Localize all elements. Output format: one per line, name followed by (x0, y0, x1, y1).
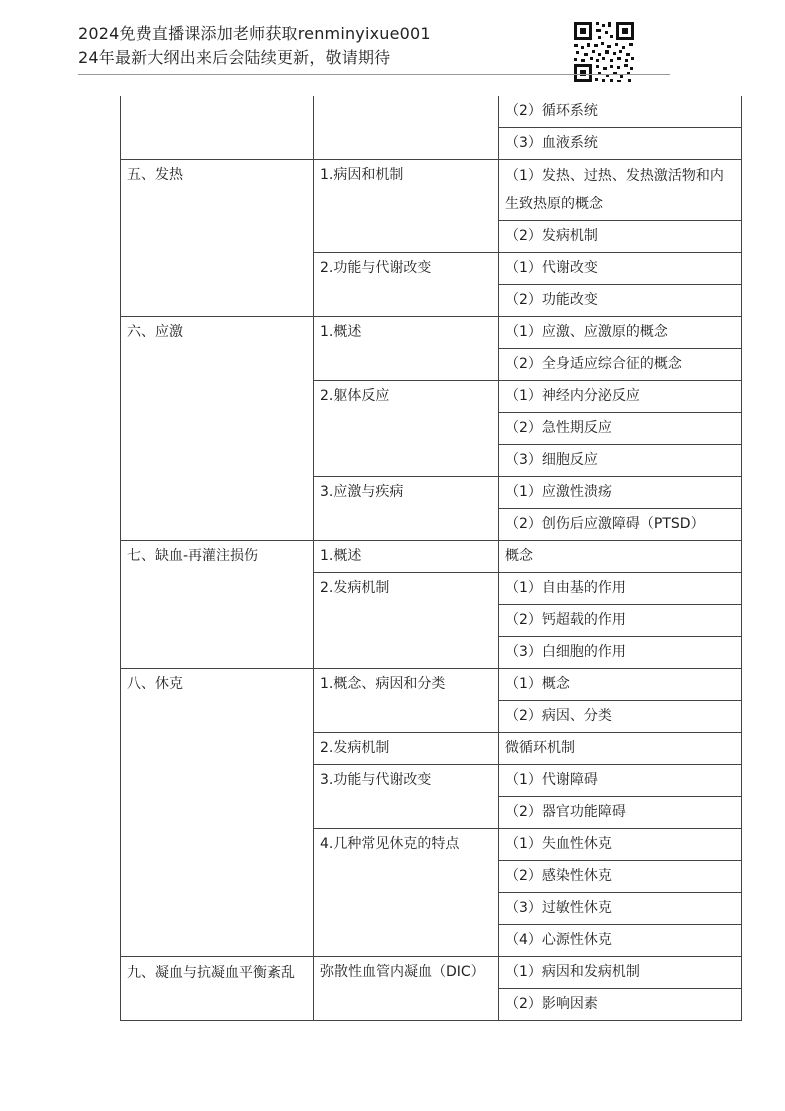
item-cell: （4）心源性休克 (499, 925, 742, 957)
item-cell: （2）钙超载的作用 (499, 605, 742, 637)
item-cell: （2）全身适应综合征的概念 (499, 349, 742, 381)
table-row (121, 541, 742, 573)
item-cell: （1）神经内分泌反应 (499, 381, 742, 413)
section-cell: 1.病因和机制 (314, 160, 499, 253)
section-cell: 3.功能与代谢改变 (314, 765, 499, 829)
page-header (78, 18, 678, 78)
table-row (121, 317, 742, 349)
chapter-cell: 七、缺血-再灌注损伤 (121, 541, 314, 669)
item-cell: 概念 (499, 541, 742, 573)
header-divider (78, 74, 670, 75)
item-cell: （2）影响因素 (499, 989, 742, 1021)
header-promo-line: 2024免费直播课添加老师获取renminyixue001 (78, 24, 431, 43)
item-cell: （3）过敏性休克 (499, 893, 742, 925)
table-row (121, 96, 742, 128)
section-cell (314, 96, 499, 160)
chapter-cell: 六、应激 (121, 317, 314, 541)
section-cell: 1.概念、病因和分类 (314, 669, 499, 733)
item-cell: （1）自由基的作用 (499, 573, 742, 605)
section-cell: 2.功能与代谢改变 (314, 253, 499, 317)
item-cell: （2）功能改变 (499, 285, 742, 317)
item-cell: 微循环机制 (499, 733, 742, 765)
item-cell: （2）循环系统 (499, 96, 742, 128)
section-cell: 2.发病机制 (314, 733, 499, 765)
syllabus-table (120, 96, 742, 1021)
section-cell: 3.应激与疾病 (314, 477, 499, 541)
item-cell: （1）应激性溃疡 (499, 477, 742, 509)
item-cell: （2）急性期反应 (499, 413, 742, 445)
section-cell: 1.概述 (314, 317, 499, 381)
section-cell: 2.躯体反应 (314, 381, 499, 477)
table-row (121, 957, 742, 989)
item-cell: （2）创伤后应激障碍（PTSD） (499, 509, 742, 541)
chapter-cell: 五、发热 (121, 160, 314, 317)
table-row (121, 160, 742, 221)
item-cell: （1）发热、过热、发热激活物和内生致热原的概念 (499, 160, 742, 221)
section-cell: 4.几种常见休克的特点 (314, 829, 499, 957)
header-notice-line: 24年最新大纲出来后会陆续更新，敬请期待 (78, 48, 391, 67)
item-cell: （2）病因、分类 (499, 701, 742, 733)
section-cell: 1.概述 (314, 541, 499, 573)
item-cell: （2）感染性休克 (499, 861, 742, 893)
chapter-cell: 九、凝血与抗凝血平衡紊乱 (121, 957, 314, 1021)
section-cell: 2.发病机制 (314, 573, 499, 669)
section-cell: 弥散性血管内凝血（DIC） (314, 957, 499, 1021)
item-cell: （1）病因和发病机制 (499, 957, 742, 989)
item-cell: （1）概念 (499, 669, 742, 701)
item-cell: （3）白细胞的作用 (499, 637, 742, 669)
chapter-cell: 八、休克 (121, 669, 314, 957)
item-cell: （1）失血性休克 (499, 829, 742, 861)
item-cell: （2）器官功能障碍 (499, 797, 742, 829)
item-cell: （3）血液系统 (499, 128, 742, 160)
item-cell: （3）细胞反应 (499, 445, 742, 477)
item-cell: （1）代谢障碍 (499, 765, 742, 797)
chapter-cell (121, 96, 314, 160)
table-row (121, 669, 742, 701)
item-cell: （2）发病机制 (499, 221, 742, 253)
item-cell: （1）应激、应激原的概念 (499, 317, 742, 349)
item-cell: （1）代谢改变 (499, 253, 742, 285)
